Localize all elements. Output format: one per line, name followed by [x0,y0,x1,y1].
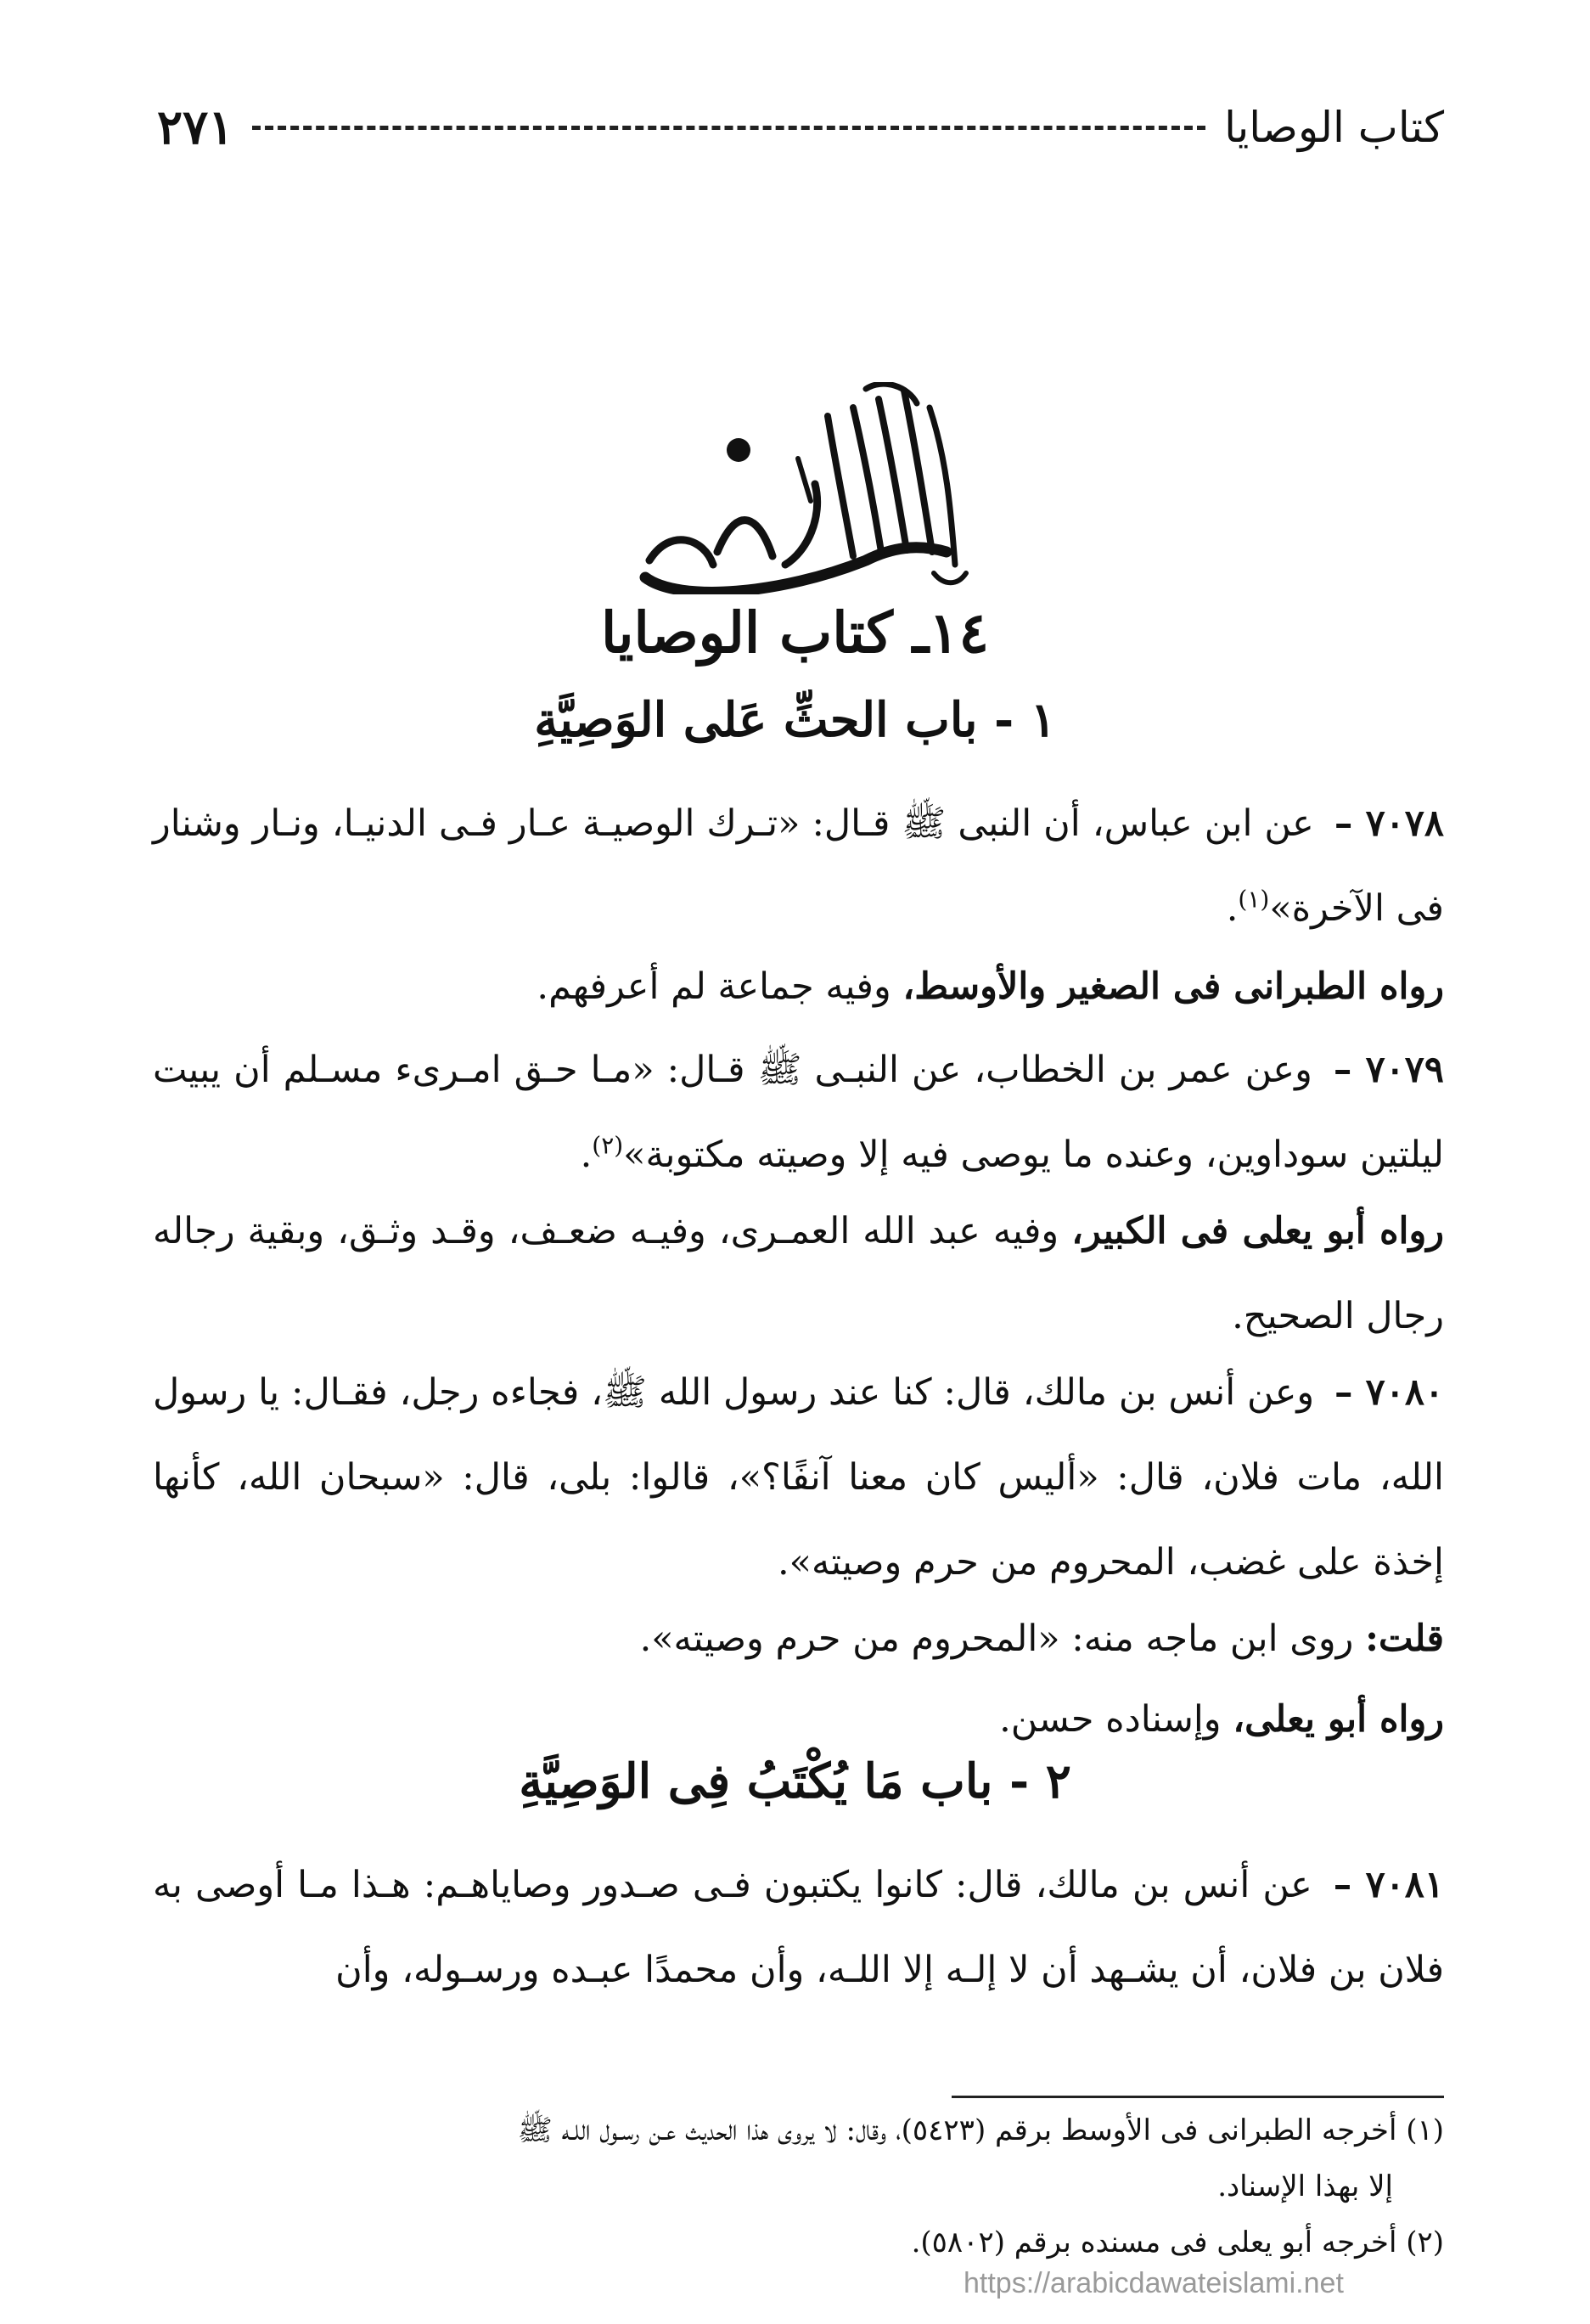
page-number: ٢٧١ [157,99,234,155]
basmala-calligraphy [611,382,1019,594]
chapter-title: ١ - باب الحثِّ عَلى الوَصِيَّةِ [534,692,1056,748]
hadith-7081 [153,1843,1444,2012]
source-text: وفيه عبد الله العمـرى، وفيـه ضعـف، وقـد وثـق، وبقية رجاله رجال الصحيح. [153,1210,1444,1337]
hadith-number: ٧٠٨١ – [1333,1864,1444,1906]
note-text: روى ابن ماجه منه: «المحروم من حرم وصيته». [639,1618,1366,1660]
footnote-ref: (١) [1238,885,1270,914]
hadith-7080-source [153,1677,1444,1762]
footnote-separator [952,2096,1444,2098]
footnotes [149,2106,1444,2274]
source-label: رواه أبو يعلى، [1233,1698,1444,1741]
hadith-text: وعن أنس بن مالك، قال: كنا عند رسول الله ﷺ، فجاءه رجل، فقـال: يا رسول الله، مات فلان، قال: «أليس كان معنا آنفًا؟»، قالوا: بلى، قال: «سبحان الله، كأنها إخذة على غضب، المحروم من حرم وصيته». [153,1371,1444,1584]
source-label: رواه الطبرانى فى الصغير والأوسط، [902,965,1444,1008]
footnote-1-continuation: إلا بهذا الإسناد. [1217,2169,1393,2203]
page-header [157,98,1444,157]
source-text: وإسناده حسن. [999,1698,1233,1741]
hadith-text: وعن عمر بن الخطاب، عن النبـى ﷺ قـال: «مـا حـق امـرىء مسـلم أن يبيت ليلتين سوداوين، وعنده ما يوصى فيه إلا وصيته مكتوبة» [153,1049,1444,1176]
hadith-7078 [153,781,1444,951]
footnote-ref: (٢) [592,1131,624,1160]
footnote-text: أخرجه الطبرانى فى الأوسط برقم (٥٤٢٣)، وقال: لا يروى هذا الحديث عـن رسـول اللـه ﷺ [517,2113,1397,2147]
footnote-text: أخرجه أبو يعلى فى مسنده برقم (٥٨٠٢). [911,2226,1397,2259]
book-title: ١٤ـ كتاب الوصايا [601,599,989,666]
footnote-2 [149,2218,1444,2267]
hadith-number: ٧٠٧٩ – [1333,1049,1444,1091]
hadith-7080 [153,1350,1444,1605]
running-title: كتاب الوصايا [1224,103,1444,152]
hadith-7078-source [153,944,1444,1029]
chapter-title: ٢ - باب مَا يُكْتَبُ فِى الوَصِيَّةِ [519,1753,1071,1809]
source-label: رواه أبو يعلى فى الكبير، [1071,1210,1444,1252]
hadith-7080-note [153,1596,1444,1681]
hadith-number: ٧٠٧٨ – [1334,802,1444,845]
source-text: وفيه جماعة لم أعرفهم. [537,965,903,1008]
hadith-7079 [153,1027,1444,1197]
sentence-end: . [580,1134,593,1176]
footnote-marker: (١) [1406,2113,1444,2147]
hadith-number: ٧٠٨٠ – [1334,1371,1445,1414]
sentence-end: . [1226,887,1239,930]
hadith-7079-source [153,1189,1444,1359]
hadith-text: عن أنس بن مالك، قال: كانوا يكتبون فـى صـدور وصاياهـم: هـذا مـا أوصى به فلان بن فلان، أن يشـهد أن لا إلـه إلا اللـه، وأن محمدًا عبـده ورسـوله، وأن [153,1864,1444,1991]
hadith-text: عن ابن عباس، أن النبى ﷺ قـال: «تـرك الوصيـة عـار فـى الدنيـا، ونـار وشنار فى الآخرة» [153,802,1444,930]
footnote-marker: (٢) [1406,2226,1444,2259]
footnote-1 [149,2106,1444,2155]
watermark-url: https://arabicdawateislami.net [964,2267,1344,2299]
note-label: قلت: [1365,1618,1444,1660]
header-rule [252,126,1205,130]
